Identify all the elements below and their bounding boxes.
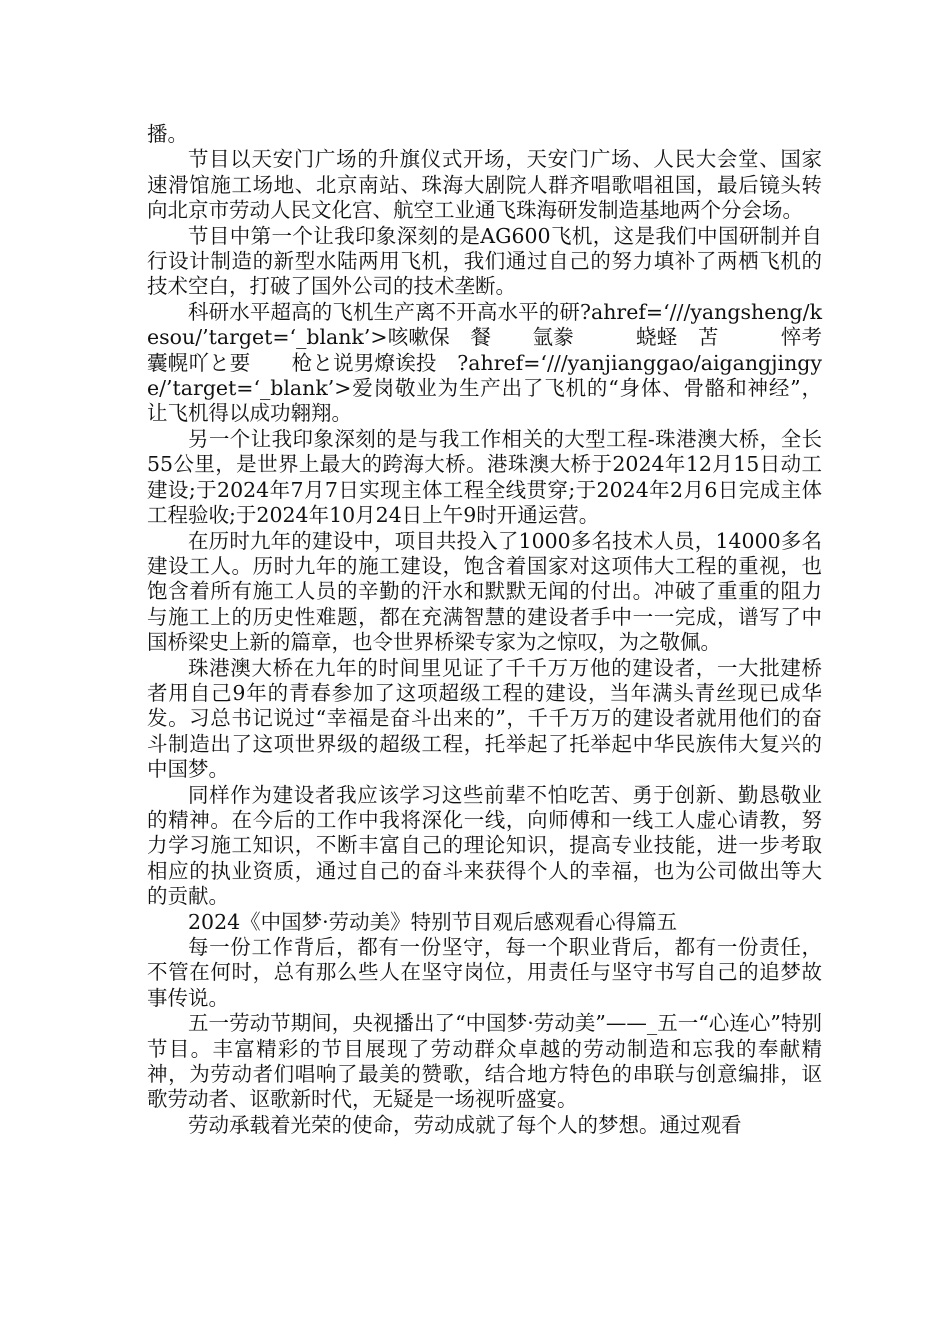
paragraph: 在历时九年的建设中，项目共投入了1000多名技术人员，14000多名建设工人。历时九年的施工建设，饱含着国家对这项伟大工程的重视，也饱含着所有施工人员的辛勤的汗水和默默无闻的付出。冲破了重重的阻力与施工上的历史性难题，都在充满智慧的建设者手中一一完成，谱写了中国桥梁史上新的篇章，也令世界桥梁专家为之惊叹，为之敬佩。 [147,528,822,655]
paragraph: 科研水平超高的飞机生产离不开高水平的研?ahref=‘///yangsheng/kesou/’target=‘_blank’>咳嗽保 餐 氩豢 蛲蛏 苫 悴考 囊幌吖と要 枪と说男燎诶投 ?ahref=‘///yanjianggao/aigangjingye/’target=‘_blank’>爱岗敬业为生产出了飞机的“身体、骨骼和神经”，让飞机得以成功翱翔。 [147,299,843,426]
paragraph: 每一份工作背后，都有一份坚守，每一个职业背后，都有一份责任，不管在何时，总有那么些人在坚守岗位，用责任与坚守书写自己的追梦故事传说。 [147,935,822,1010]
paragraph: 节目以天安门广场的升旗仪式开场，天安门广场、人民大会堂、国家速滑馆施工场地、北京南站、珠海大剧院人群齐唱歌唱祖国，最后镜头转向北京市劳动人民文化宫、航空工业通飞珠海研发制造基地两个分会场。 [147,147,822,223]
paragraph: 播。 [147,122,188,146]
paragraph: 同样作为建设者我应该学习这些前辈不怕吃苦、勇于创新、勤恳敬业的精神。在今后的工作中我将深化一线，向师傅和一线工人虚心请教，努力学习施工知识，不断丰富自己的理论知识，提高专业技能，进一步考取相应的执业资质，通过自己的奋斗来获得个人的幸福，也为公司做出等大的贡献。 [147,782,822,909]
section-heading: 2024《中国梦·劳动美》特别节目观后感观看心得篇五 [188,909,678,934]
paragraph: 另一个让我印象深刻的是与我工作相关的大型工程-珠港澳大桥，全长55公里，是世界上最大的跨海大桥。港珠澳大桥于2024年12月15日动工建设;于2024年7月7日实现主体工程全线贯穿;于2024年2月6日完成主体工程验收;于2024年10月24日上午9时开通运营。 [147,426,822,528]
paragraph: 五一劳动节期间，央视播出了“中国梦·劳动美”——_五一“心连心”特别节目。丰富精彩的节目展现了劳动群众卓越的劳动制造和忘我的奉献精神，为劳动者们唱响了最美的赞歌，结合地方特色的串联与创意编排，讴歌劳动者、讴歌新时代，无疑是一场视听盛宴。 [147,1011,822,1112]
paragraph: 劳动承载着光荣的使命，劳动成就了每个人的梦想。通过观看 [188,1112,742,1137]
paragraph: 珠港澳大桥在九年的时间里见证了千千万万他的建设者，一大批建桥者用自己9年的青春参加了这项超级工程的建设，当年满头青丝现已成华发。习总书记说过“幸福是奋斗出来的”，千千万万的建设者就用他们的奋斗制造出了这项世界级的超级工程，托举起了托举起中华民族伟大复兴的中国梦。 [147,655,822,782]
paragraph: 节目中第一个让我印象深刻的是AG600飞机，这是我们中国研制并自行设计制造的新型水陆两用飞机，我们通过自己的努力填补了两栖飞机的技术空白，打破了国外公司的技术垄断。 [147,223,822,299]
document-page [147,122,843,1138]
